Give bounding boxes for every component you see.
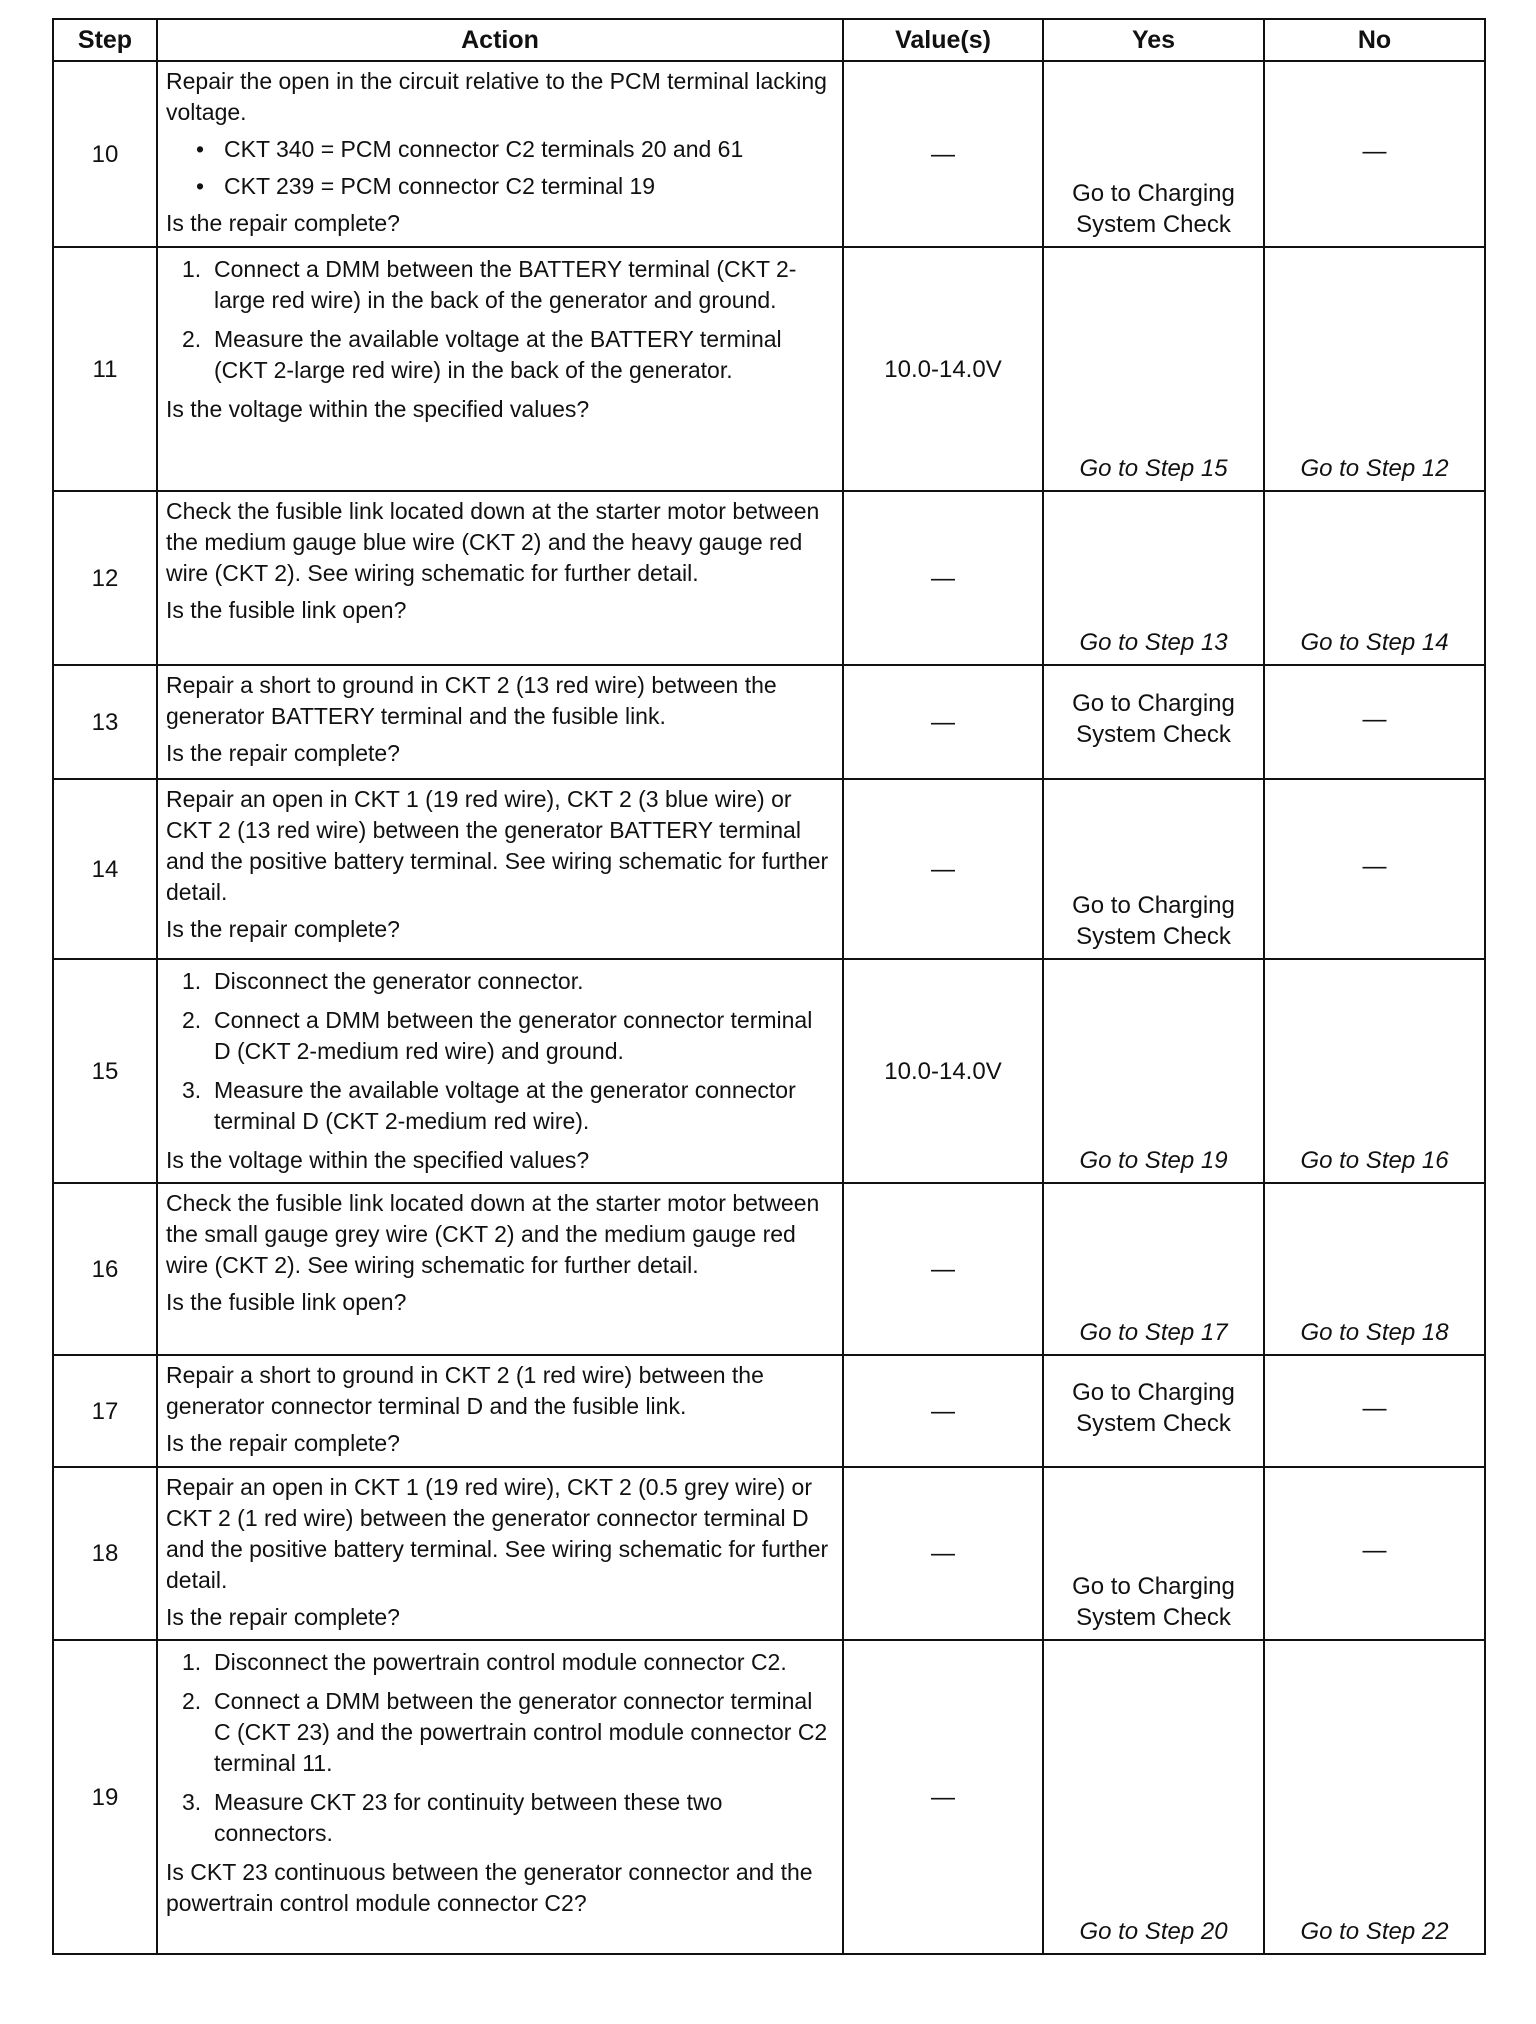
yes-action: Go to Charging System Check (1072, 1379, 1235, 1437)
value-cell: — (843, 1183, 1043, 1355)
no-action: — (1362, 1537, 1387, 1564)
action-cell (157, 1640, 843, 1954)
yes-cell (1043, 665, 1264, 779)
step-number: 19 (53, 1640, 157, 1954)
yes-cell (1043, 1467, 1264, 1640)
value-cell: — (843, 779, 1043, 959)
value-cell: — (843, 1355, 1043, 1467)
action-question: Is the repair complete? (166, 210, 400, 236)
yes-cell (1043, 61, 1264, 247)
action-question: Is the voltage within the specified values? (166, 396, 590, 422)
action-cell (157, 959, 843, 1183)
action-numbered-list (166, 966, 834, 1137)
action-step-item (182, 1686, 834, 1779)
step-number: 18 (53, 1467, 157, 1640)
action-bullet-list (166, 134, 834, 202)
yes-cell (1043, 247, 1264, 491)
no-cell (1264, 959, 1485, 1183)
header-values: Value(s) (843, 19, 1043, 61)
action-text: Repair a short to ground in CKT 2 (13 red wire) between the generator BATTERY terminal and the fusible link. (166, 672, 777, 729)
action-question: Is the fusible link open? (166, 1289, 407, 1315)
action-question: Is CKT 23 continuous between the generator connector and the powertrain control module connector C2? (166, 1859, 813, 1916)
action-bullet-item: • CKT 239 = PCM connector C2 terminal 19 (196, 171, 834, 202)
no-action: — (1362, 852, 1387, 880)
value-cell: 10.0-14.0V (843, 959, 1043, 1183)
step-number: 12 (53, 491, 157, 665)
value-cell: — (843, 665, 1043, 779)
no-cell (1264, 1183, 1485, 1355)
step-number: 11 (53, 247, 157, 491)
table-row (53, 61, 1485, 247)
action-question: Is the voltage within the specified values? (166, 1147, 590, 1173)
diagnostic-table (52, 18, 1486, 1955)
action-step-number: 1. (182, 968, 202, 994)
no-cell (1264, 779, 1485, 959)
value-cell: — (843, 1467, 1043, 1640)
no-cell (1264, 247, 1485, 491)
yes-action: Go to Charging System Check (1072, 1573, 1235, 1631)
action-step-text: Measure CKT 23 for continuity between these two connectors. (214, 1789, 723, 1846)
action-step-text: Connect a DMM between the BATTERY terminal (CKT 2-large red wire) in the back of the generator and ground. (214, 256, 797, 313)
action-cell (157, 491, 843, 665)
yes-cell (1043, 959, 1264, 1183)
step-number: 17 (53, 1355, 157, 1467)
action-step-number: 1. (182, 256, 202, 282)
yes-cell (1043, 1355, 1264, 1467)
yes-action: Go to Step 13 (1079, 629, 1228, 656)
yes-cell (1043, 491, 1264, 665)
action-text: Check the fusible link located down at the starter motor between the medium gauge blue wire (CKT 2) and the heavy gauge red wire (CKT 2). See wiring schematic for further detail. (166, 498, 820, 586)
action-cell (157, 665, 843, 779)
no-action: — (1362, 137, 1387, 165)
action-cell (157, 779, 843, 959)
header-no: No (1264, 19, 1485, 61)
action-numbered-list (166, 254, 834, 386)
action-question: Is the repair complete? (166, 916, 400, 942)
action-step-number: 2. (182, 326, 202, 352)
header-step: Step (53, 19, 157, 61)
no-cell (1264, 491, 1485, 665)
action-text: Repair the open in the circuit relative to the PCM terminal lacking voltage. (166, 68, 827, 125)
action-bullet-item: • CKT 340 = PCM connector C2 terminals 20 and 61 (196, 134, 834, 165)
yes-cell (1043, 779, 1264, 959)
header-row (53, 19, 1485, 61)
no-action: — (1362, 705, 1387, 733)
no-action: Go to Step 18 (1300, 1319, 1449, 1346)
yes-cell (1043, 1640, 1264, 1954)
action-step-item (182, 1647, 834, 1678)
table-row (53, 1183, 1485, 1355)
action-numbered-list (166, 1647, 834, 1849)
yes-action: Go to Charging System Check (1072, 690, 1235, 748)
table-row (53, 1467, 1485, 1640)
action-cell (157, 1183, 843, 1355)
table-row (53, 665, 1485, 779)
header-yes: Yes (1043, 19, 1264, 61)
no-action: Go to Step 14 (1300, 629, 1449, 656)
action-step-item (182, 254, 834, 316)
no-cell (1264, 61, 1485, 247)
action-step-item (182, 1787, 834, 1849)
table-row (53, 1355, 1485, 1467)
diagnostic-table-sheet (52, 18, 1484, 1955)
table-row (53, 779, 1485, 959)
table-body (53, 61, 1485, 1954)
header-action: Action (157, 19, 843, 61)
no-action: Go to Step 16 (1300, 1147, 1449, 1174)
no-cell (1264, 1355, 1485, 1467)
value-cell: 10.0-14.0V (843, 247, 1043, 491)
action-question: Is the repair complete? (166, 740, 400, 766)
action-cell (157, 61, 843, 247)
no-cell (1264, 1467, 1485, 1640)
action-step-item (182, 1075, 834, 1137)
step-number: 16 (53, 1183, 157, 1355)
action-step-text: Disconnect the generator connector. (214, 968, 584, 994)
table-row (53, 491, 1485, 665)
value-cell: — (843, 1640, 1043, 1954)
value-cell: — (843, 491, 1043, 665)
action-step-number: 2. (182, 1688, 202, 1714)
action-step-item (182, 1005, 834, 1067)
step-number: 13 (53, 665, 157, 779)
no-cell (1264, 1640, 1485, 1954)
step-number: 14 (53, 779, 157, 959)
table-row (53, 959, 1485, 1183)
action-text: Repair an open in CKT 1 (19 red wire), CKT 2 (0.5 grey wire) or CKT 2 (1 red wire) between the generator connector terminal D and the positive battery terminal. See wiring schematic for further detail. (166, 1474, 829, 1593)
action-question: Is the repair complete? (166, 1430, 400, 1456)
step-number: 10 (53, 61, 157, 247)
action-step-text: Measure the available voltage at the generator connector terminal D (CKT 2-medium red wire). (214, 1077, 796, 1134)
action-step-text: Disconnect the powertrain control module connector C2. (214, 1649, 787, 1675)
value-cell: — (843, 61, 1043, 247)
action-cell (157, 1467, 843, 1640)
yes-action: Go to Step 15 (1079, 455, 1228, 482)
action-step-item (182, 324, 834, 386)
action-text: Repair an open in CKT 1 (19 red wire), CKT 2 (3 blue wire) or CKT 2 (13 red wire) between the generator BATTERY terminal and the positive battery terminal. See wiring schematic for further detail. (166, 786, 829, 905)
action-question: Is the fusible link open? (166, 597, 407, 623)
action-step-number: 3. (182, 1077, 202, 1103)
action-cell (157, 247, 843, 491)
no-action: — (1362, 1394, 1387, 1422)
action-step-item (182, 966, 834, 997)
action-step-number: 1. (182, 1649, 202, 1675)
action-step-number: 2. (182, 1007, 202, 1033)
no-action: Go to Step 12 (1300, 455, 1449, 482)
table-row (53, 247, 1485, 491)
table-row (53, 1640, 1485, 1954)
action-step-text: Connect a DMM between the generator connector terminal D (CKT 2-medium red wire) and ground. (214, 1007, 813, 1064)
action-step-text: Measure the available voltage at the BATTERY terminal (CKT 2-large red wire) in the back of the generator. (214, 326, 782, 383)
action-cell (157, 1355, 843, 1467)
action-step-number: 3. (182, 1789, 202, 1815)
yes-action: Go to Step 20 (1079, 1918, 1228, 1945)
yes-action: Go to Step 19 (1079, 1147, 1228, 1174)
action-text: Repair a short to ground in CKT 2 (1 red wire) between the generator connector terminal D and the fusible link. (166, 1362, 764, 1419)
yes-cell (1043, 1183, 1264, 1355)
action-question: Is the repair complete? (166, 1604, 400, 1630)
action-text: Check the fusible link located down at the starter motor between the small gauge grey wire (CKT 2) and the medium gauge red wire (CKT 2). See wiring schematic for further detail. (166, 1190, 820, 1278)
yes-action: Go to Charging System Check (1072, 892, 1235, 950)
action-step-text: Connect a DMM between the generator connector terminal C (CKT 23) and the powertrain control module connector C2 terminal 11. (214, 1688, 828, 1776)
no-cell (1264, 665, 1485, 779)
yes-action: Go to Charging System Check (1072, 180, 1235, 238)
yes-action: Go to Step 17 (1079, 1319, 1228, 1346)
no-action: Go to Step 22 (1300, 1918, 1449, 1945)
step-number: 15 (53, 959, 157, 1183)
